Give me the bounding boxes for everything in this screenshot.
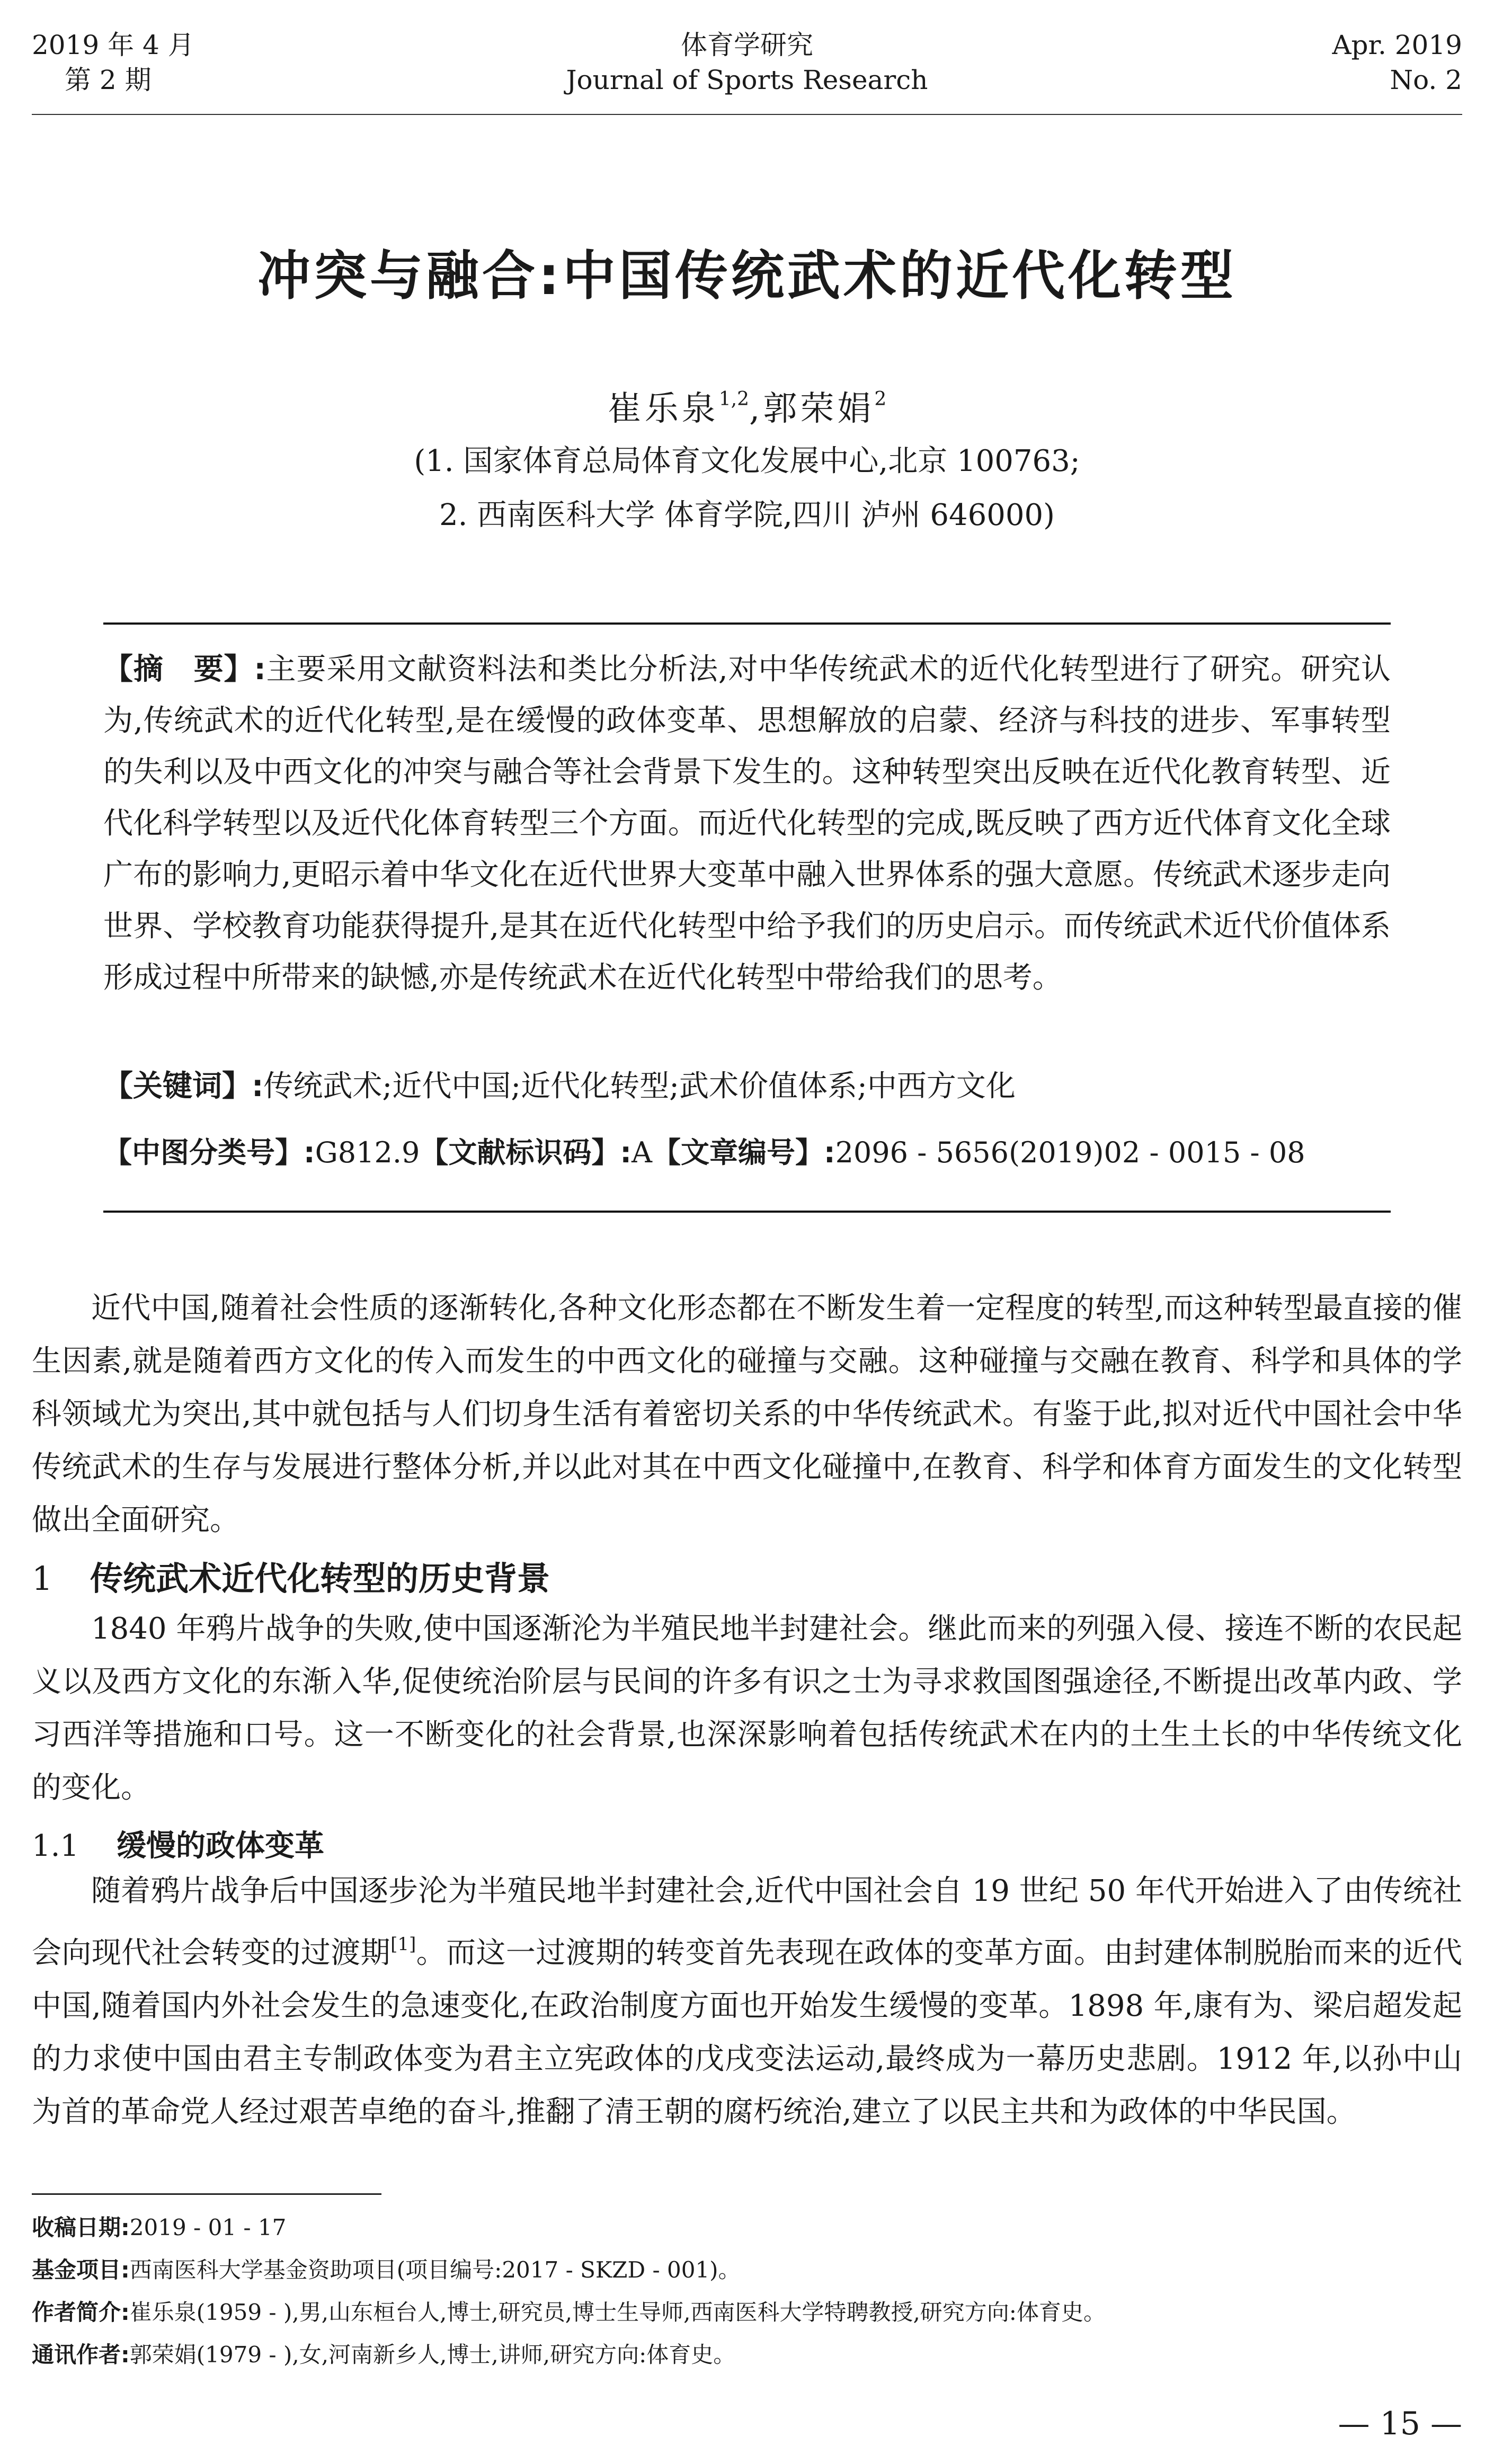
subsection-number: 1.1 bbox=[32, 1829, 79, 1863]
page-number: — 15 — bbox=[1338, 2405, 1462, 2442]
document-code-label: 【文献标识码】: bbox=[420, 1136, 632, 1169]
subsection-1-1-body bbox=[32, 1865, 1462, 2139]
running-header-center bbox=[0, 28, 1494, 97]
issue-number: 第 2 期 bbox=[65, 65, 152, 95]
footnote-text: 西南医科大学基金资助项目(项目编号:2017 - SKZD - 001)。 bbox=[129, 2257, 741, 2283]
footnote-author-bio bbox=[32, 2297, 1462, 2328]
paragraph-text: 。而这一过渡期的转变首先表现在政体的变革方面。由封建体制脱胎而来的近代中国,随着国内外社会发生的急速变化,在政治制度方面也开始发生缓慢的变革。1898 年,康有为、梁启超发起的力求使中国由君主专制政体变为君主立宪政体的戊戌变法运动,最终成为一幕历史悲剧。1912 年,以孙中山为首的革命党人经过艰苦卓绝的奋斗,推翻了清王朝的腐朽统治,建立了以民主共和为政体的中华民国。 bbox=[32, 1936, 1462, 2129]
footnote-label: 作者简介: bbox=[32, 2299, 130, 2325]
abstract bbox=[103, 644, 1391, 1003]
intro-paragraph bbox=[32, 1282, 1462, 1547]
section-heading bbox=[32, 1552, 550, 1599]
paragraph-text: 随着鸦片战争后中国逐步沦为半殖民地半封建社会,近代中国社会自 19 世纪 50 年代开始进入了由传统社会向现代社会转变的过渡期 bbox=[32, 1874, 1462, 1970]
subsection-heading bbox=[32, 1822, 324, 1865]
footnote-rule bbox=[32, 2193, 381, 2195]
section-title: 传统武术近代化转型的历史背景 bbox=[90, 1559, 550, 1598]
footnote-funding bbox=[32, 2254, 1462, 2286]
paragraph: 近代中国,随着社会性质的逐渐转化,各种文化形态都在不断发生着一定程度的转型,而这种转型最直接的催生因素,就是随着西方文化的传入而发生的中西文化的碰撞与交融。这种碰撞与交融在教育、科学和具体的学科领域尤为突出,其中就包括与人们切身生活有着密切关系的中华传统武术。有鉴于此,拟对近代中国社会中华传统武术的生存与发展进行整体分析,并以此对其在中西文化碰撞中,在教育、科学和体育方面发生的文化转型做出全面研究。 bbox=[32, 1291, 1462, 1537]
subsection-title: 缓慢的政体变革 bbox=[117, 1829, 324, 1863]
footnote-received bbox=[32, 2212, 1462, 2244]
footnote-text: 2019 - 01 - 17 bbox=[129, 2214, 287, 2240]
footnote-text: 郭荣娟(1979 - ),女,河南新乡人,博士,讲师,研究方向:体育史。 bbox=[129, 2342, 736, 2368]
article-number-label: 【文章编号】: bbox=[652, 1136, 835, 1169]
footnote-corresponding bbox=[32, 2339, 1462, 2371]
footnote-label: 通讯作者: bbox=[32, 2342, 130, 2368]
clc-label: 【中图分类号】: bbox=[103, 1136, 315, 1169]
header-rule bbox=[32, 114, 1462, 115]
document-code-value: A bbox=[631, 1136, 652, 1169]
abstract-bottom-rule bbox=[103, 1211, 1391, 1213]
paragraph bbox=[32, 1865, 1462, 2139]
paragraph: 1840 年鸦片战争的失败,使中国逐渐沦为半殖民地半封建社会。继此而来的列强入侵、接连不断的农民起义以及西方文化的东渐入华,促使统治阶层与民间的许多有识之士为寻求救国图强途径,不断提出改革内政、学习西洋等措施和口号。这一不断变化的社会背景,也深深影响着包括传统武术在内的土生土长的中华传统文化的变化。 bbox=[32, 1612, 1462, 1805]
citation-ref[interactable]: [1] bbox=[390, 1934, 416, 1955]
abstract-top-rule bbox=[103, 622, 1391, 625]
clc-value: G812.9 bbox=[315, 1136, 420, 1169]
affiliation-line: 2. 西南医科大学 体育学院,四川 泸州 646000) bbox=[439, 498, 1055, 532]
running-header-right bbox=[1332, 28, 1462, 97]
affiliation-line: (1. 国家体育总局体育文化发展中心,北京 100763; bbox=[414, 444, 1080, 478]
keywords-text: 传统武术;近代中国;近代化转型;武术价值体系;中西方文化 bbox=[263, 1069, 1016, 1104]
keywords bbox=[103, 1061, 1391, 1112]
footnote-text: 崔乐泉(1959 - ),男,山东桓台人,博士,研究员,博士生导师,西南医科大学特聘教授,研究方向:体育史。 bbox=[129, 2299, 1106, 2325]
section-1-body bbox=[32, 1603, 1462, 1814]
issue-date: 2019 年 4 月 bbox=[32, 30, 194, 60]
article-number-value: 2096 - 5656(2019)02 - 0015 - 08 bbox=[835, 1136, 1305, 1169]
issue-number-en: No. 2 bbox=[1390, 65, 1462, 95]
paper-title: 冲突与融合:中国传统武术的近代化转型 bbox=[257, 245, 1237, 307]
issue-date-en: Apr. 2019 bbox=[1332, 30, 1462, 60]
journal-name-en: Journal of Sports Research bbox=[566, 65, 928, 95]
journal-name-cn: 体育学研究 bbox=[681, 30, 813, 60]
footnote-label: 基金项目: bbox=[32, 2257, 130, 2283]
author-name: 郭荣娟 bbox=[763, 389, 875, 429]
classification-line bbox=[103, 1127, 1391, 1178]
author-separator: , bbox=[749, 389, 763, 429]
section-number: 1 bbox=[32, 1559, 53, 1598]
author-name: 崔乐泉 bbox=[607, 389, 719, 429]
author-line bbox=[0, 381, 1494, 430]
keywords-label: 【关键词】: bbox=[103, 1069, 264, 1104]
author-affiliation-mark: 2 bbox=[874, 388, 887, 410]
abstract-label: 【摘 要】: bbox=[103, 652, 266, 687]
abstract-text: 主要采用文献资料法和类比分析法,对中华传统武术的近代化转型进行了研究。研究认为,传统武术的近代化转型,是在缓慢的政体变革、思想解放的启蒙、经济与科技的进步、军事转型的失利以及中西文化的冲突与融合等社会背景下发生的。这种转型突出反映在近代化教育转型、近代化科学转型以及近代化体育转型三个方面。而近代化转型的完成,既反映了西方近代体育文化全球广布的影响力,更昭示着中华文化在近代世界大变革中融入世界体系的强大意愿。传统武术逐步走向世界、学校教育功能获得提升,是其在近代化转型中给予我们的历史启示。而传统武术近代价值体系形成过程中所带来的缺憾,亦是传统武术在近代化转型中带给我们的思考。 bbox=[103, 652, 1391, 995]
footnote-label: 收稿日期: bbox=[32, 2214, 130, 2240]
author-affiliation-mark: 1,2 bbox=[718, 388, 749, 410]
